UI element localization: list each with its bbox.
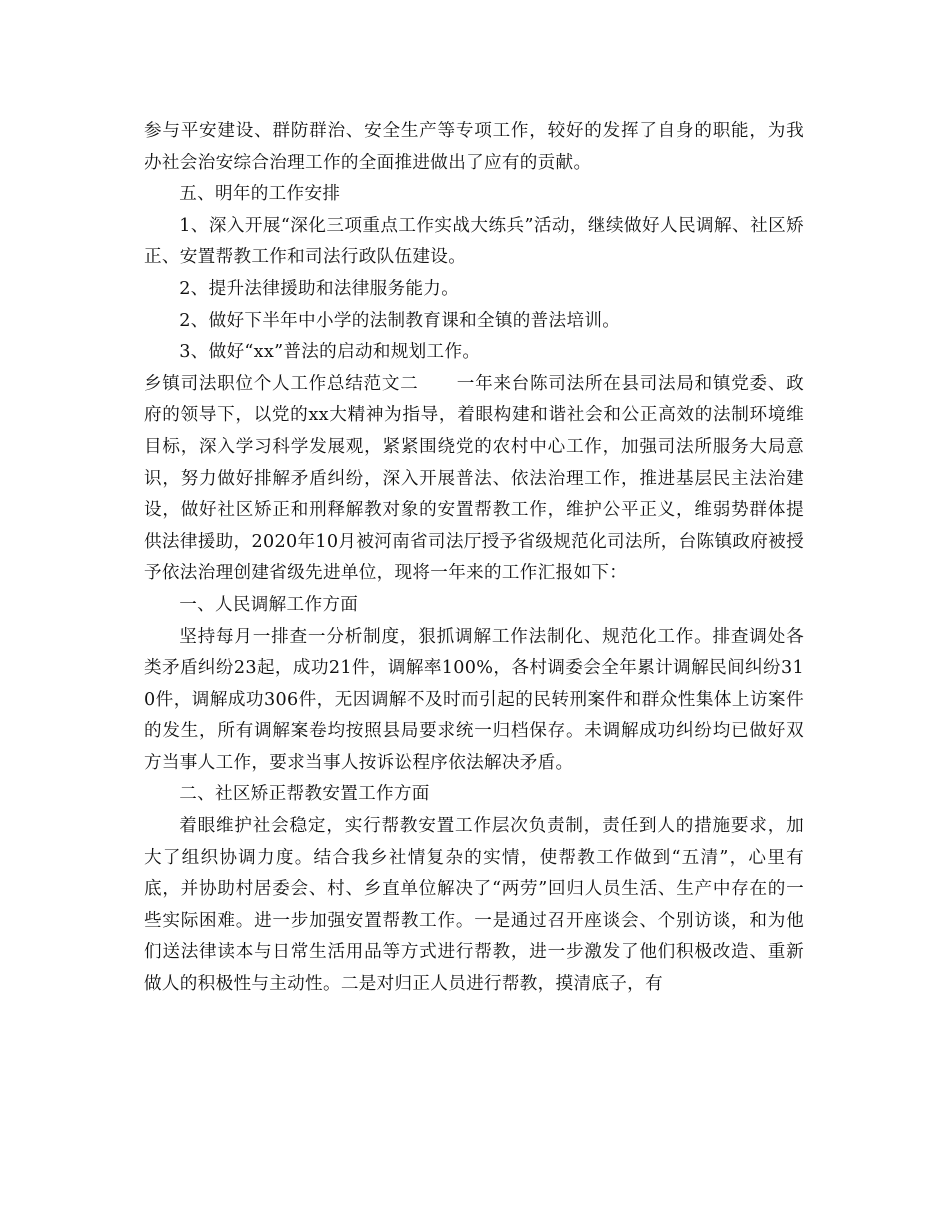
list-item-3: 3、做好“xx”普法的启动和规划工作。 xyxy=(179,342,481,363)
paragraph-community-correction: 着眼维护社会稳定，实行帮教安置工作层次负责制，责任到人的措施要求，加大了组织协调力度。结合我乡社情复杂的实情，使帮教工作做到“五清”，心里有底，并协助村居委会、村、乡直单位解决了“两劳”回归人员生活、生产中存在的一些实际困难。进一步加强安置帮教工作。一是通过召开座谈会、个别访谈，和为他们送法律读本与日常生活用品等方式进行帮教，进一步激发了他们积极改造、重新做人的积极性与主动性。二是对归正人员进行帮教，摸清底子，有 xyxy=(144,816,804,995)
article-two-intro-text: 一年来台陈司法所在县司法局和镇党委、政府的领导下，以党的xx大精神为指导，着眼构建和谐社会和公正高效的法制环境维目标，深入学习科学发展观，紧紧围绕党的农村中心工作，加强司法所服务大局意识，努力做好排解矛盾纠纷，深入开展普法、依法治理工作，推进基层民主法治建设，做好社区矫正和刑释解教对象的安置帮教工作，维护公平正义，维弱势群体提供法律援助，2020年10月被河南省司法厅授予省级规范化司法所，台陈镇政府被授予依法治理创建省级先进单位，现将一年来的工作汇报如下： xyxy=(144,373,804,584)
article-two-title: 乡镇司法职位个人工作总结范文二 xyxy=(144,373,419,394)
section-heading-mediation: 一、人民调解工作方面 xyxy=(179,594,359,615)
list-item-2b: 2、做好下半年中小学的法制教育课和全镇的普法培训。 xyxy=(179,310,621,331)
section-heading-community-correction: 二、社区矫正帮教安置工作方面 xyxy=(179,784,430,805)
paragraph-continuation: 参与平安建设、群防群治、安全生产等专项工作，较好的发挥了自身的职能，为我办社会治安综合治理工作的全面推进做出了应有的贡献。 xyxy=(144,121,804,173)
article-two-intro xyxy=(144,369,804,590)
list-item-1: 1、深入开展“深化三项重点工作实战大练兵”活动，继续做好人民调解、社区矫正、安置帮教工作和司法行政队伍建设。 xyxy=(144,215,804,268)
list-item-2a: 2、提升法律援助和法律服务能力。 xyxy=(179,278,460,299)
document-body xyxy=(144,116,804,1001)
section-heading-next-year-plan: 五、明年的工作安排 xyxy=(179,184,341,205)
paragraph-mediation: 坚持每月一排查一分析制度，狠抓调解工作法制化、规范化工作。排查调处各类矛盾纠纷23起，成功21件，调解率100%，各村调委会全年累计调解民间纠纷310件，调解成功306件，无因调解不及时而引起的民转刑案件和群众性集体上访案件的发生，所有调解案卷均按照县局要求统一归档保存。未调解成功纠纷均已做好双方当事人工作，要求当事人按诉讼程序依法解决矛盾。 xyxy=(144,626,804,773)
